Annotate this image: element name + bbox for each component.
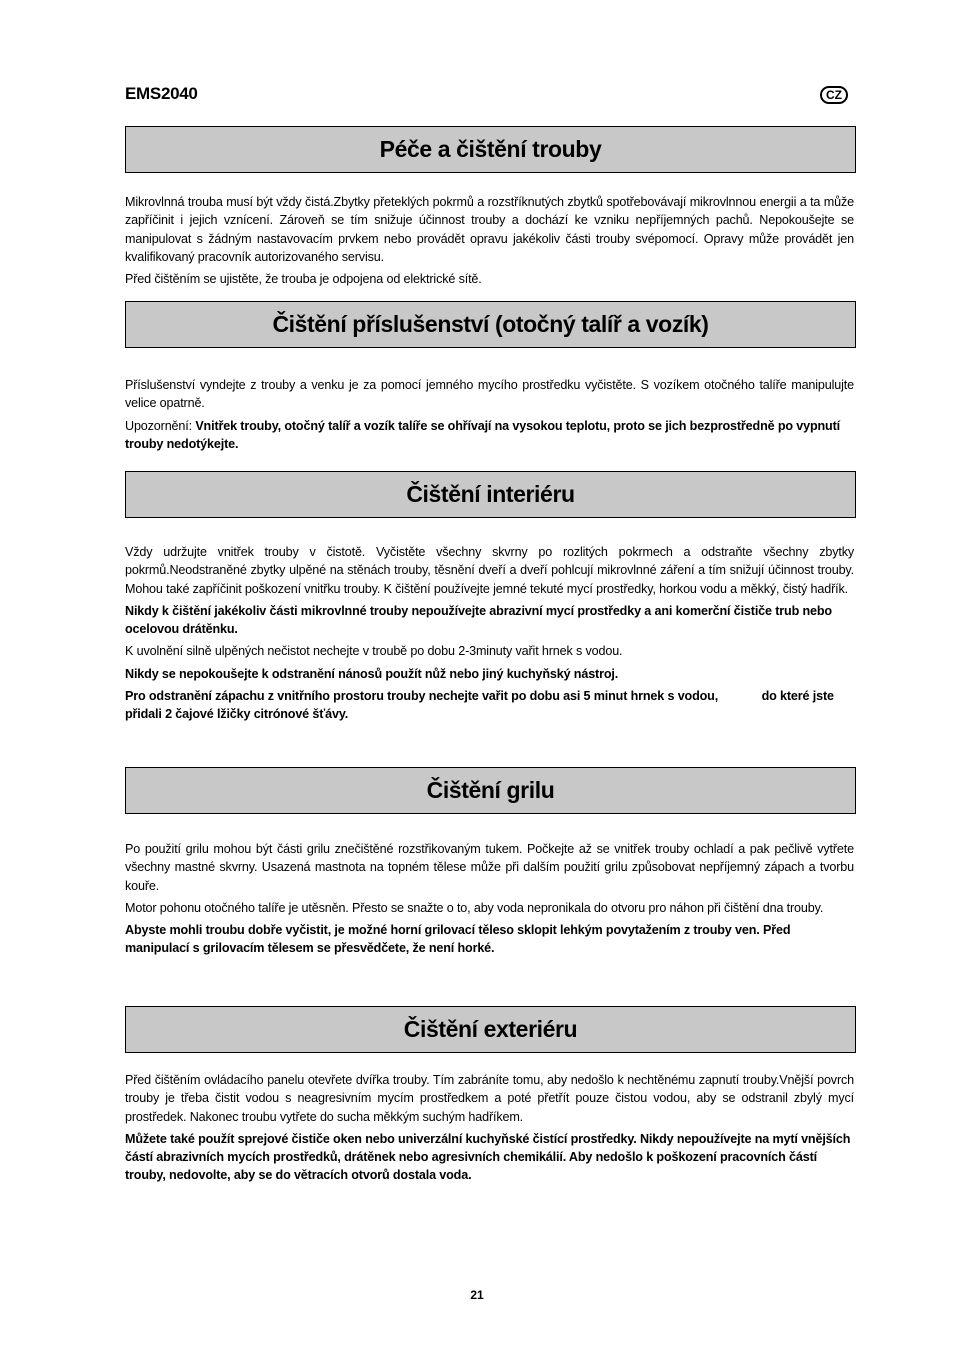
- paragraph-bold: Pro odstranění zápachu z vnitřního prostoru trouby nechejte vařit po dobu asi 5 minut hrnek s vodou, do které jste přidali 2 čajové lžičky citrónové šťávy.: [125, 689, 838, 722]
- section-body-accessories: [125, 376, 854, 457]
- paragraph: Vždy udržujte vnitřek trouby v čistotě. Vyčistěte všechny skvrny po rozlitých pokrmech a odstraňte všechny zbytky pokrmů.Neodstraněné zbytky ulpěné na stěnách trouby, těsnění dveří a dveří pohlcují mikrovlnné záření a tím snižují účinnost trouby. Mohou také zapříčinit poškození vnitřku trouby. K čištění používejte jemné tekuté mycí prostředky, horkou vodu a měkký, čistý hadřík.: [125, 545, 854, 596]
- section-body-grill: [125, 840, 854, 962]
- paragraph-bold: Můžete také použít sprejové čističe oken nebo univerzální kuchyňské čistící prostředky. Nikdy nepoužívejte na mytí vnějších částí abrazivních mycích prostředků, drátěnek nebo agresivních chemikálií. Aby nedošlo k poškození pracovních částí trouby, nedovolte, aby se do větracích otvorů dostala voda.: [125, 1131, 851, 1183]
- paragraph: Po použití grilu mohou být části grilu znečištěné rozstřikovaným tukem. Počkejte až se vnitřek trouby ochladí a pak pečlivě vytřete všechny mastné skvrny. Usazená mastnota na topném tělese může při dalším použití grilu způsobovat nepříjemný zápach a tvorbu kouře.: [125, 842, 854, 893]
- section-body-care: [125, 193, 854, 292]
- warning-paragraph: [125, 417, 854, 454]
- page-number: 21: [470, 1288, 484, 1302]
- section-heading-accessories: Čištění příslušenství (otočný talíř a vozík): [125, 301, 856, 348]
- section-body-interior: [125, 543, 854, 728]
- paragraph: Mikrovlnná trouba musí být vždy čistá.Zbytky přeteklých pokrmů a rozstříknutých zbytků spotřebovávají mikrovlnnou energii a ta může zapříčinit i jejich vznícení. Zároveň se tím snižuje účinnost trouby a dochází ke vzniku nepříjemných pachů. Nepokoušejte se manipulovat s žádným nastavovacím prvkem nebo provádět opravu jakékoliv části trouby svépomocí. Opravy může provádět jen kvalifikovaný pracovník autorizovaného servisu.: [125, 195, 854, 264]
- section-heading-exterior: Čištění exteriéru: [125, 1006, 856, 1053]
- section-heading-grill: Čištění grilu: [125, 767, 856, 814]
- paragraph: K uvolnění silně ulpěných nečistot nechejte v troubě po dobu 2-3minuty vařit hrnek s vodou.: [125, 644, 623, 659]
- paragraph-bold: Nikdy se nepokoušejte k odstranění nánosů použít nůž nebo jiný kuchyňský nástroj.: [125, 666, 619, 681]
- language-badge: CZ: [820, 86, 848, 104]
- model-number: EMS2040: [125, 84, 198, 103]
- paragraph: Příslušenství vyndejte z trouby a venku je za pomocí jemného mycího prostředku vyčistěte. S vozíkem otočného talíře manipulujte velice opatrně.: [125, 378, 854, 411]
- section-heading-interior: Čištění interiéru: [125, 471, 856, 518]
- paragraph: Před čištěním ovládacího panelu otevřete dvířka trouby. Tím zabráníte tomu, aby nedošlo k nechtěnému zapnutí trouby.Vnější povrch trouby je třeba čistit vodou s neagresivním mycím prostředkem a poté přetřít pouze čistou vodou, aby se odstranil zbylý mycí prostředek. Nakonec troubu vytřete do sucha měkkým suchým hadříkem.: [125, 1073, 854, 1124]
- section-heading-care: Péče a čištění trouby: [125, 126, 856, 173]
- paragraph: Před čištěním se ujistěte, že trouba je odpojena od elektrické sítě.: [125, 272, 482, 287]
- warning-text: Vnitřek trouby, otočný talíř a vozík talíře se ohřívají na vysokou teplotu, proto se jich bezprostředně po vypnutí trouby nedotýkejte.: [125, 418, 840, 451]
- paragraph-bold: Abyste mohli troubu dobře vyčistit, je možné horní grilovací těleso sklopit lehkým povytažením z trouby ven. Před manipulací s grilovacím tělesem se přesvědčete, že není horké.: [125, 923, 791, 956]
- section-body-exterior: [125, 1071, 854, 1189]
- warning-label: Upozornění:: [125, 418, 196, 433]
- paragraph-bold: Nikdy k čištění jakékoliv části mikrovlnné trouby nepoužívejte abrazivní mycí prostředky a ani komerční čističe trub nebo ocelovou drátěnku.: [125, 603, 832, 637]
- paragraph: Motor pohonu otočného talíře je utěsněn. Přesto se snažte o to, aby voda nepronikala do otvoru pro náhon při čištění dna trouby.: [125, 900, 824, 915]
